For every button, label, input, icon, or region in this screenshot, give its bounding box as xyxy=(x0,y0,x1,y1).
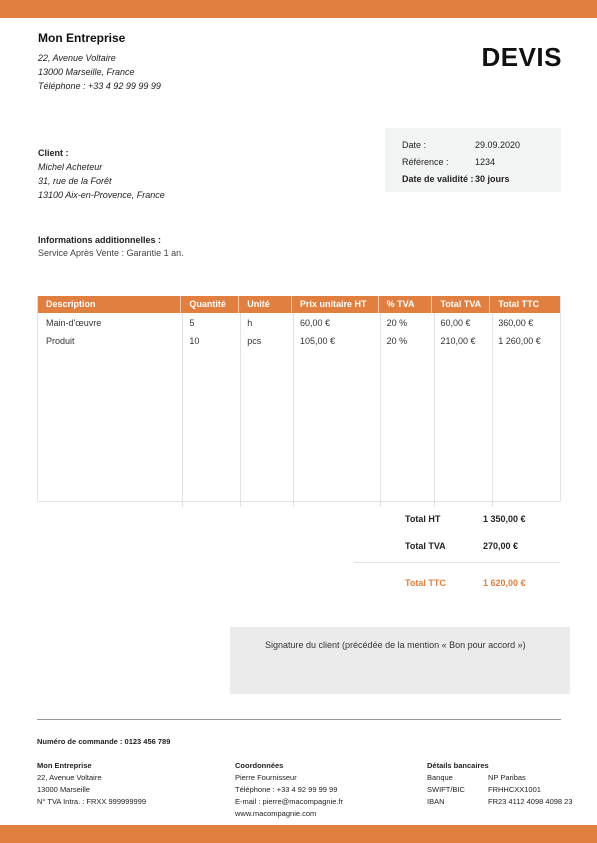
table-row xyxy=(38,332,560,350)
cell-description: Produit xyxy=(46,336,75,346)
total-ht-value: 1 350,00 € xyxy=(483,514,526,524)
items-table-header xyxy=(38,296,560,313)
cell-total-ttc: 1 260,00 € xyxy=(498,336,541,346)
signature-box[interactable] xyxy=(230,627,570,694)
meta-row-reference xyxy=(385,154,561,171)
footer-contact xyxy=(235,760,343,820)
column-divider xyxy=(182,313,183,507)
bank-row xyxy=(427,796,573,808)
bank-value: FRHHCXX1001 xyxy=(488,785,541,794)
bank-value: NP Paribas xyxy=(488,773,526,782)
column-divider xyxy=(434,313,435,507)
company-block xyxy=(38,31,161,93)
column-divider xyxy=(492,313,493,507)
cell-total-ttc: 360,00 € xyxy=(498,318,534,328)
footer-bank xyxy=(427,760,573,808)
total-ht-label: Total HT xyxy=(405,514,441,524)
table-row xyxy=(38,314,560,332)
footer-divider xyxy=(37,719,561,720)
cell-vat-total: 210,00 € xyxy=(440,336,476,346)
client-name: Michel Acheteur xyxy=(38,162,103,172)
bank-label: Banque xyxy=(427,773,453,782)
header-unit-price: Prix unitaire HT xyxy=(292,296,379,313)
header-quantity: Quantité xyxy=(181,296,239,313)
footer-bank-title: Détails bancaires xyxy=(427,761,489,770)
meta-label: Date de validité : xyxy=(402,174,474,184)
additional-info xyxy=(38,234,184,260)
meta-label: Date : xyxy=(402,140,427,150)
order-number: Numéro de commande : 0123 456 789 xyxy=(37,737,171,746)
header-total-ttc: Total TTC xyxy=(498,299,540,309)
client-label: Client : xyxy=(38,148,69,158)
total-tva-label: Total TVA xyxy=(405,541,446,551)
client-address-line2: 13100 Aix-en-Provence, France xyxy=(38,190,165,200)
cell-unit-price: 105,00 € xyxy=(300,336,336,346)
footer-company-name: Mon Entreprise xyxy=(37,761,92,770)
quote-meta-box xyxy=(385,128,561,192)
total-ttc-label: Total TTC xyxy=(405,578,446,588)
cell-unit: h xyxy=(247,318,253,328)
cell-vat-total: 60,00 € xyxy=(440,318,471,328)
bank-row xyxy=(427,772,573,784)
items-table xyxy=(37,296,561,502)
total-tva-value: 270,00 € xyxy=(483,541,519,551)
meta-value: 30 jours xyxy=(475,174,510,184)
bank-value: FR23 4112 4098 4098 23 xyxy=(488,797,573,806)
total-ttc-value: 1 620,00 € xyxy=(483,578,526,588)
company-phone: Téléphone : +33 4 92 99 99 99 xyxy=(38,81,161,91)
footer-contact-phone: Téléphone : +33 4 92 99 99 99 xyxy=(235,785,338,794)
total-ht-row xyxy=(354,514,560,524)
signature-label: Signature du client (précédée de la mention « Bon pour accord ») xyxy=(265,640,526,650)
cell-description: Main-d'œuvre xyxy=(46,318,102,328)
client-block xyxy=(38,146,165,202)
meta-label: Référence : xyxy=(402,157,449,167)
cell-quantity: 10 xyxy=(189,336,200,346)
footer-contact-email[interactable]: E-mail : pierre@macompagnie.fr xyxy=(235,797,344,806)
additional-info-label: Informations additionnelles : xyxy=(38,235,162,245)
column-divider xyxy=(240,313,241,507)
bank-label: IBAN xyxy=(427,797,445,806)
total-tva-row xyxy=(354,541,560,551)
header-vat-rate: % TVA xyxy=(379,296,433,313)
meta-value: 29.09.2020 xyxy=(475,140,521,150)
company-address-line1: 22, Avenue Voltaire xyxy=(38,53,116,63)
client-address-line1: 31, rue de la Forêt xyxy=(38,176,112,186)
cell-unit-price: 60,00 € xyxy=(300,318,331,328)
bank-row xyxy=(427,784,573,796)
top-accent-band xyxy=(0,0,597,18)
header-unit: Unité xyxy=(239,296,292,313)
footer-company xyxy=(37,760,146,808)
footer-contact-title: Coordonnées xyxy=(235,761,284,770)
bottom-accent-band xyxy=(0,825,597,843)
header-vat-total: Total TVA xyxy=(432,296,490,313)
header-description: Description xyxy=(38,296,181,313)
document-title: DEVIS xyxy=(481,42,562,72)
footer-contact-name: Pierre Fournisseur xyxy=(235,773,297,782)
meta-row-date xyxy=(385,137,561,154)
total-ttc-row xyxy=(354,578,560,588)
cell-quantity: 5 xyxy=(189,318,195,328)
meta-value: 1234 xyxy=(475,157,496,167)
company-address-line2: 13000 Marseille, France xyxy=(38,67,135,77)
cell-unit: pcs xyxy=(247,336,262,346)
totals-block xyxy=(354,514,560,588)
totals-divider xyxy=(354,562,560,563)
cell-vat-rate: 20 % xyxy=(386,318,408,328)
column-divider xyxy=(293,313,294,507)
footer-contact-website[interactable]: www.macompagnie.com xyxy=(235,809,317,818)
footer-company-vat: N° TVA Intra. : FRXX 999999999 xyxy=(37,797,147,806)
bank-label: SWIFT/BIC xyxy=(427,785,465,794)
meta-row-validity xyxy=(385,171,561,188)
additional-info-text: Service Après Vente : Garantie 1 an. xyxy=(38,248,184,258)
footer-company-address2: 13000 Marseille xyxy=(37,785,90,794)
company-name: Mon Entreprise xyxy=(38,31,126,45)
column-divider xyxy=(380,313,381,507)
cell-vat-rate: 20 % xyxy=(386,336,408,346)
footer-company-address1: 22, Avenue Voltaire xyxy=(37,773,102,782)
